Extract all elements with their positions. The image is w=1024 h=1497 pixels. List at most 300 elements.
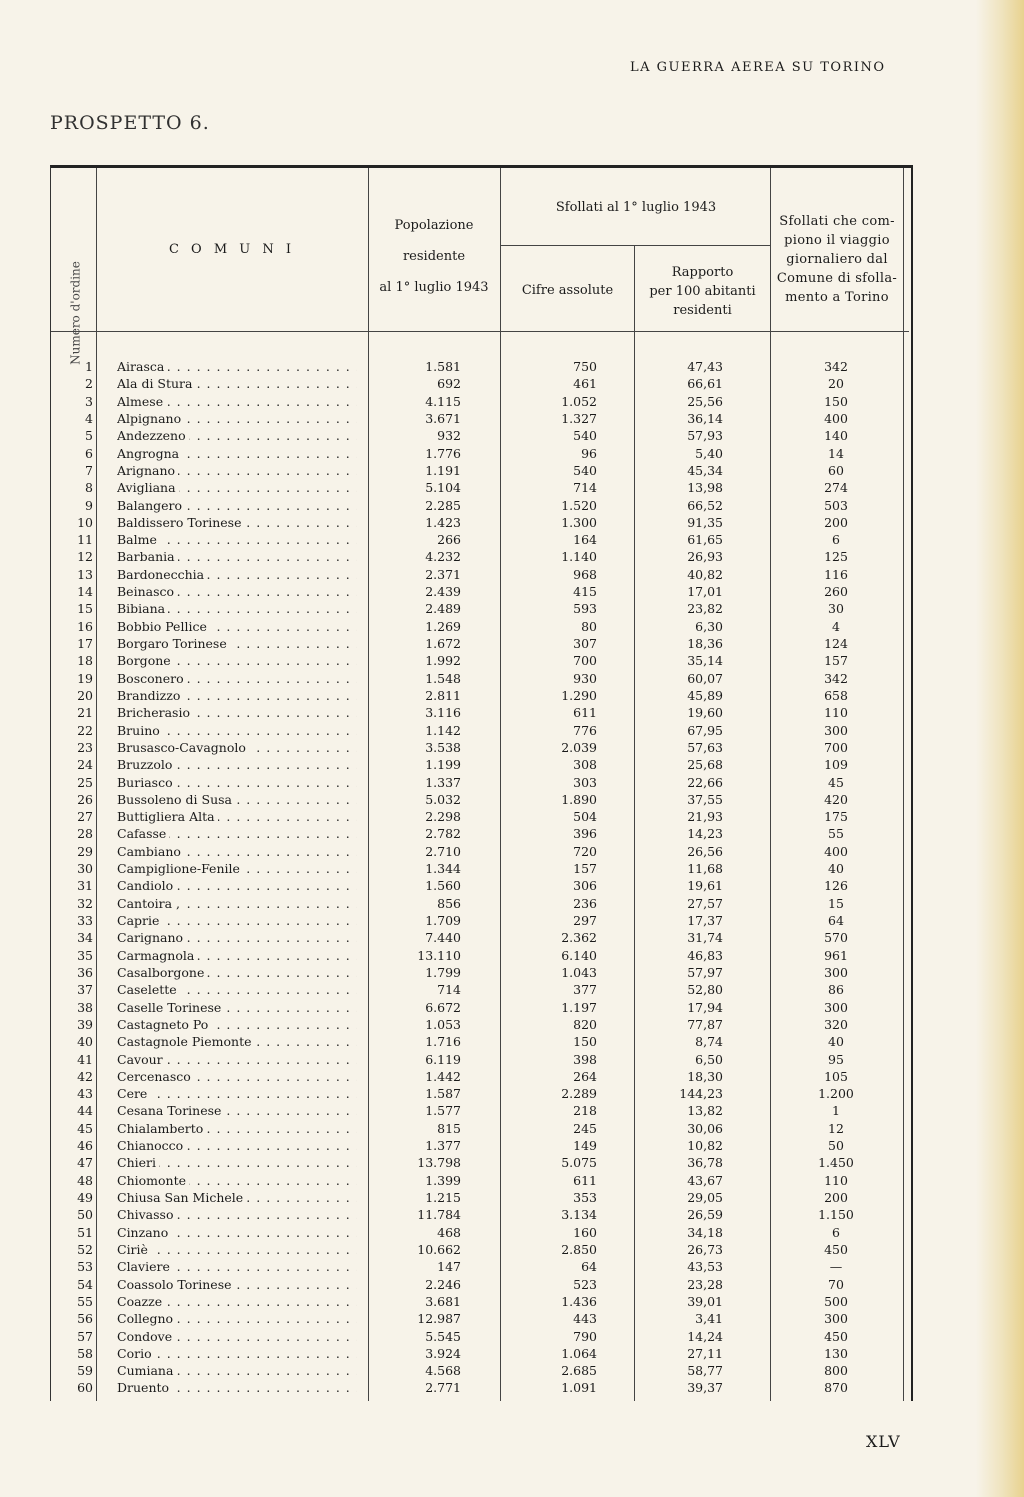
comune-name-text: Airasca: [117, 359, 167, 374]
row-number: 51: [77, 1224, 93, 1240]
ratio-value: 66,61: [687, 376, 723, 392]
header-rapporto-line: Rapporto: [671, 265, 734, 280]
commuters-value: 570: [824, 930, 848, 946]
comune-name-text: Claviere: [117, 1259, 173, 1274]
ratio-value: 39,01: [687, 1293, 723, 1309]
population-value: 266: [437, 532, 461, 548]
comune-name-text: Bosconero: [117, 671, 187, 686]
population-value: 5.104: [425, 480, 461, 496]
comune-name: [117, 1120, 357, 1137]
commuters-value: 450: [824, 1328, 848, 1344]
comune-name-text: Caselle Torinese: [117, 1000, 224, 1015]
table-row: [51, 410, 911, 427]
commuters-value: 1.450: [818, 1155, 854, 1171]
ratio-value: 26,93: [687, 549, 723, 565]
table-row: [51, 358, 911, 375]
ratio-value: 19,60: [687, 705, 723, 721]
comune-name: [117, 825, 357, 842]
commuters-value: 870: [824, 1380, 848, 1396]
comune-name-text: Corio: [117, 1346, 155, 1361]
evacuees-absolute: 164: [573, 532, 597, 548]
table-row: [51, 877, 911, 894]
evacuees-absolute: 611: [573, 1172, 597, 1188]
evacuees-absolute: 1.290: [561, 687, 597, 703]
table-row: [51, 860, 911, 877]
comune-name: [117, 722, 357, 739]
section-title: PROSPETTO 6.: [50, 112, 210, 134]
row-number: 8: [85, 480, 93, 496]
population-value: 3.681: [425, 1293, 461, 1309]
population-value: 1.577: [425, 1103, 461, 1119]
ratio-value: 14,24: [687, 1328, 723, 1344]
comune-name: [117, 1310, 357, 1327]
comune-name: [117, 1137, 357, 1154]
ratio-value: 46,83: [687, 947, 723, 963]
evacuees-absolute: 306: [573, 878, 597, 894]
commuters-value: 6: [832, 1224, 840, 1240]
comune-name-text: Beinasco: [117, 584, 177, 599]
table-row: [51, 843, 911, 860]
row-number: 34: [77, 930, 93, 946]
ratio-value: 27,57: [687, 895, 723, 911]
commuters-value: 200: [824, 1190, 848, 1205]
commuters-value: 300: [824, 999, 848, 1015]
commuters-value: 4: [832, 618, 840, 634]
row-number: 43: [77, 1086, 93, 1102]
population-value: 714: [437, 982, 461, 998]
comune-name: [117, 964, 357, 981]
row-number: 28: [77, 826, 93, 842]
comune-name-text: Angrogna: [117, 446, 182, 461]
comune-name-text: Avigliana: [117, 480, 179, 495]
population-value: 3.116: [425, 705, 461, 721]
comune-name-text: Ciriè: [117, 1242, 151, 1257]
commuters-value: 260: [824, 584, 848, 600]
commuters-value: 86: [828, 982, 844, 998]
rule-h: [500, 245, 770, 246]
ratio-value: 26,56: [687, 843, 723, 859]
table-row: [51, 981, 911, 998]
row-number: 38: [77, 999, 93, 1015]
evacuees-absolute: 2.362: [561, 930, 597, 946]
table-row: [51, 774, 911, 791]
ratio-value: 91,35: [687, 514, 723, 530]
ratio-value: 45,34: [687, 462, 723, 478]
header-sfollati: Sfollati al 1° luglio 1943: [555, 200, 717, 215]
population-value: 2.439: [425, 584, 461, 600]
table-row: [51, 462, 911, 479]
evacuees-absolute: 1.064: [561, 1345, 597, 1361]
population-value: 692: [437, 376, 461, 392]
evacuees-absolute: 540: [573, 462, 597, 478]
population-value: 1.423: [425, 514, 461, 530]
comune-name-text: Druento: [117, 1380, 172, 1395]
comune-name: [117, 929, 357, 946]
table-row: [51, 825, 911, 842]
commuters-value: 320: [824, 1016, 848, 1032]
ratio-value: 29,05: [687, 1190, 723, 1205]
ratio-value: 43,67: [687, 1172, 723, 1188]
commuters-value: 40: [828, 861, 844, 877]
header-rule: [51, 331, 909, 332]
table-row: [51, 1137, 911, 1154]
population-value: 1.548: [425, 670, 461, 686]
commuters-value: 1.200: [818, 1086, 854, 1102]
row-number: 55: [77, 1293, 93, 1309]
evacuees-absolute: 396: [573, 826, 597, 842]
evacuees-absolute: 218: [573, 1103, 597, 1119]
row-number: 25: [77, 774, 93, 790]
table-row: [51, 1068, 911, 1085]
population-value: 2.771: [425, 1380, 461, 1396]
population-value: 3.671: [425, 410, 461, 426]
population-value: 5.032: [425, 791, 461, 807]
row-number: 3: [85, 393, 93, 409]
evacuees-absolute: 504: [573, 809, 597, 825]
comune-name-text: Buriasco: [117, 775, 176, 790]
ratio-value: 5,40: [695, 445, 723, 461]
population-value: 1.709: [425, 913, 461, 928]
comune-name: [117, 1224, 357, 1241]
header-cifre: Cifre assolute: [521, 283, 614, 298]
commuters-value: 658: [824, 687, 848, 703]
row-number: 49: [77, 1190, 93, 1205]
ratio-value: 3,41: [695, 1311, 723, 1327]
ratio-value: 21,93: [687, 809, 723, 825]
row-number: 7: [85, 462, 93, 478]
population-value: 10.662: [417, 1241, 461, 1257]
population-value: 6.119: [425, 1051, 461, 1067]
comune-name: [117, 947, 357, 964]
comune-name: [117, 1172, 357, 1189]
comune-name-text: Cafasse: [117, 826, 169, 841]
header-popolazione-line: residente: [402, 249, 466, 264]
table-row: [51, 514, 911, 531]
comune-name: [117, 981, 357, 998]
comune-name-text: Bruzzolo: [117, 757, 175, 772]
evacuees-absolute: 2.289: [561, 1086, 597, 1102]
commuters-value: 300: [824, 964, 848, 980]
row-number: 33: [77, 913, 93, 928]
comune-name-text: Carignano: [117, 930, 186, 945]
table-row: [51, 600, 911, 617]
table-row: [51, 912, 911, 929]
commuters-value: 1: [832, 1103, 840, 1119]
commuters-value: 105: [824, 1068, 848, 1084]
comune-name: [117, 462, 357, 479]
table-row: [51, 808, 911, 825]
population-value: 1.344: [425, 861, 461, 877]
table-row: [51, 375, 911, 392]
row-number: 47: [77, 1155, 93, 1171]
table-row: [51, 947, 911, 964]
evacuees-absolute: 1.140: [561, 549, 597, 565]
row-number: 21: [77, 705, 93, 721]
ratio-value: 36,14: [687, 410, 723, 426]
row-number: 9: [85, 497, 93, 513]
header-numero: Numero d'ordine: [68, 261, 83, 365]
table-row: [51, 427, 911, 444]
population-value: 1.215: [425, 1190, 461, 1205]
table-row: [51, 583, 911, 600]
population-value: 1.560: [425, 878, 461, 894]
comune-name: [117, 1362, 357, 1379]
table-row: [51, 1051, 911, 1068]
evacuees-absolute: 1.091: [561, 1380, 597, 1396]
commuters-value: 274: [824, 480, 848, 496]
evacuees-absolute: 303: [573, 774, 597, 790]
evacuees-absolute: 2.685: [561, 1363, 597, 1379]
commuters-value: 450: [824, 1241, 848, 1257]
table-row: [51, 1345, 911, 1362]
comune-name: [117, 566, 357, 583]
comune-name-text: Coassolo Torinese: [117, 1277, 235, 1292]
population-value: 1.053: [425, 1016, 461, 1032]
ratio-value: 17,94: [687, 999, 723, 1015]
commuters-value: 300: [824, 722, 848, 738]
commuters-value: 503: [824, 497, 848, 513]
evacuees-absolute: 64: [581, 1259, 597, 1275]
row-number: 54: [77, 1276, 93, 1292]
table-row: [51, 1206, 911, 1223]
commuters-value: 45: [828, 774, 844, 790]
comune-name-text: Chivasso: [117, 1207, 176, 1222]
table-row: [51, 1189, 911, 1206]
comune-name-text: Balangero: [117, 498, 185, 513]
comune-name-text: Cercenasco: [117, 1069, 194, 1084]
comune-name: [117, 1102, 357, 1119]
comune-name-text: Campiglione-Fenile: [117, 861, 243, 876]
ratio-value: 11,68: [687, 861, 723, 877]
evacuees-absolute: 2.850: [561, 1241, 597, 1257]
population-value: 1.799: [425, 964, 461, 980]
comune-name: [117, 670, 357, 687]
row-number: 12: [77, 549, 93, 565]
header-rapporto-line: per 100 abitanti: [649, 284, 756, 299]
evacuees-absolute: 1.043: [561, 964, 597, 980]
population-value: 1.672: [425, 636, 461, 651]
population-value: 1.716: [425, 1034, 461, 1050]
ratio-value: 47,43: [687, 359, 723, 374]
comune-name-text: Cinzano: [117, 1225, 171, 1240]
ratio-value: 45,89: [687, 687, 723, 703]
table-body: [51, 358, 911, 1397]
comune-name: [117, 1206, 357, 1223]
ratio-value: 31,74: [687, 930, 723, 946]
table-row: [51, 1016, 911, 1033]
comune-name: [117, 1033, 357, 1050]
evacuees-absolute: 1.436: [561, 1293, 597, 1309]
comune-name-text: Cantoira ,: [117, 896, 183, 911]
comune-name: [117, 600, 357, 617]
evacuees-absolute: 968: [573, 566, 597, 582]
evacuees-absolute: 776: [573, 722, 597, 738]
population-value: 932: [437, 428, 461, 444]
evacuees-absolute: 157: [573, 861, 597, 877]
commuters-value: 961: [824, 947, 848, 963]
evacuees-absolute: 353: [573, 1190, 597, 1205]
evacuees-absolute: 714: [573, 480, 597, 496]
comune-name: [117, 808, 357, 825]
row-number: 46: [77, 1138, 93, 1154]
population-value: 147: [437, 1259, 461, 1275]
evacuees-absolute: 700: [573, 653, 597, 669]
header-rapporto-line: residenti: [673, 303, 732, 318]
comune-name-text: Cere: [117, 1086, 150, 1101]
comune-name: [117, 1258, 357, 1275]
population-value: 5.545: [425, 1328, 461, 1344]
ratio-value: 10,82: [687, 1138, 723, 1154]
table-row: [51, 548, 911, 565]
evacuees-absolute: 415: [573, 584, 597, 600]
commuters-value: —: [829, 1259, 843, 1275]
table-row: [51, 635, 911, 652]
table-row: [51, 739, 911, 756]
comune-name-text: Bobbio Pellice: [117, 619, 210, 634]
comune-name: [117, 1051, 357, 1068]
comune-name: [117, 652, 357, 669]
ratio-value: 23,28: [687, 1276, 723, 1292]
population-value: 1.199: [425, 757, 461, 773]
ratio-value: 25,68: [687, 757, 723, 773]
evacuees-absolute: 1.052: [561, 393, 597, 409]
commuters-value: 700: [824, 739, 848, 755]
commuters-value: 500: [824, 1293, 848, 1309]
commuters-value: 64: [828, 913, 844, 928]
ratio-value: 61,65: [687, 532, 723, 548]
comune-name: [117, 1154, 357, 1171]
table-row: [51, 393, 911, 410]
commuters-value: 800: [824, 1363, 848, 1379]
row-number: 41: [77, 1051, 93, 1067]
row-number: 16: [77, 618, 93, 634]
comune-name-text: Borgaro Torinese: [117, 636, 230, 651]
comune-name: [117, 1328, 357, 1345]
evacuees-absolute: 308: [573, 757, 597, 773]
commuters-value: 70: [828, 1276, 844, 1292]
comune-name: [117, 1189, 357, 1206]
ratio-value: 27,11: [687, 1345, 723, 1361]
population-value: 1.442: [425, 1068, 461, 1084]
table-row: [51, 497, 911, 514]
table-row: [51, 1085, 911, 1102]
commuters-value: 110: [824, 1172, 848, 1188]
row-number: 11: [77, 532, 93, 548]
row-number: 56: [77, 1311, 93, 1327]
comune-name-text: Cambiano: [117, 844, 184, 859]
commuters-value: 400: [824, 410, 848, 426]
evacuees-absolute: 236: [573, 895, 597, 911]
population-value: 2.285: [425, 497, 461, 513]
table-row: [51, 1362, 911, 1379]
row-number: 59: [77, 1363, 93, 1379]
evacuees-absolute: 720: [573, 843, 597, 859]
comune-name: [117, 531, 357, 548]
population-value: 856: [437, 895, 461, 911]
evacuees-absolute: 3.134: [561, 1207, 597, 1223]
row-number: 18: [77, 653, 93, 669]
commuters-value: 30: [828, 601, 844, 617]
table-row: [51, 1379, 911, 1396]
row-number: 24: [77, 757, 93, 773]
evacuees-absolute: 2.039: [561, 739, 597, 755]
table-row: [51, 445, 911, 462]
evacuees-absolute: 540: [573, 428, 597, 444]
population-value: 6.672: [425, 999, 461, 1015]
commuters-value: 95: [828, 1051, 844, 1067]
commuters-value: 50: [828, 1138, 844, 1154]
page-edge: [976, 0, 1024, 1497]
comune-name: [117, 1085, 357, 1102]
comune-name: [117, 393, 357, 410]
comune-name: [117, 479, 357, 496]
ratio-value: 6,50: [695, 1051, 723, 1067]
comune-name: [117, 635, 357, 652]
population-value: 1.992: [425, 653, 461, 669]
header-commute-line: Comune di sfolla-: [776, 271, 898, 286]
population-value: 2.811: [425, 687, 461, 703]
header-rapporto: [635, 263, 770, 320]
row-number: 17: [77, 636, 93, 651]
table-row: [51, 1102, 911, 1119]
ratio-value: 57,63: [687, 739, 723, 755]
comune-name-text: Arignano: [117, 463, 178, 478]
row-number: 20: [77, 687, 93, 703]
commuters-value: 342: [824, 670, 848, 686]
row-number: 29: [77, 843, 93, 859]
row-number: 31: [77, 878, 93, 894]
commuters-value: 116: [824, 566, 848, 582]
ratio-value: 36,78: [687, 1155, 723, 1171]
comune-name: [117, 774, 357, 791]
commuters-value: 130: [824, 1345, 848, 1361]
population-value: 2.246: [425, 1276, 461, 1292]
table-row: [51, 722, 911, 739]
evacuees-absolute: 149: [573, 1138, 597, 1154]
population-value: 1.776: [425, 445, 461, 461]
comune-name-text: Coazze: [117, 1294, 165, 1309]
row-number: 37: [77, 982, 93, 998]
comune-name: [117, 687, 357, 704]
comune-name: [117, 1241, 357, 1258]
row-number: 1: [85, 359, 93, 374]
commuters-value: 12: [828, 1120, 844, 1136]
table-row: [51, 1241, 911, 1258]
table-row: [51, 1258, 911, 1275]
comune-name-text: Condove: [117, 1329, 175, 1344]
population-value: 468: [437, 1224, 461, 1240]
ratio-value: 39,37: [687, 1380, 723, 1396]
table-row: [51, 895, 911, 912]
ratio-value: 57,97: [687, 964, 723, 980]
table-row: [51, 652, 911, 669]
comune-name-text: Castagnole Piemonte: [117, 1034, 255, 1049]
ratio-value: 13,82: [687, 1103, 723, 1119]
commuters-value: 200: [824, 514, 848, 530]
table-row: [51, 1224, 911, 1241]
table-row: [51, 566, 911, 583]
population-value: 1.581: [425, 359, 461, 374]
ratio-value: 30,06: [687, 1120, 723, 1136]
population-value: 815: [437, 1120, 461, 1136]
ratio-value: 14,23: [687, 826, 723, 842]
row-number: 2: [85, 376, 93, 392]
row-number: 30: [77, 861, 93, 877]
commuters-value: 140: [824, 428, 848, 444]
population-value: 1.269: [425, 618, 461, 634]
population-value: 1.399: [425, 1172, 461, 1188]
comune-name-text: Collegno: [117, 1311, 176, 1326]
